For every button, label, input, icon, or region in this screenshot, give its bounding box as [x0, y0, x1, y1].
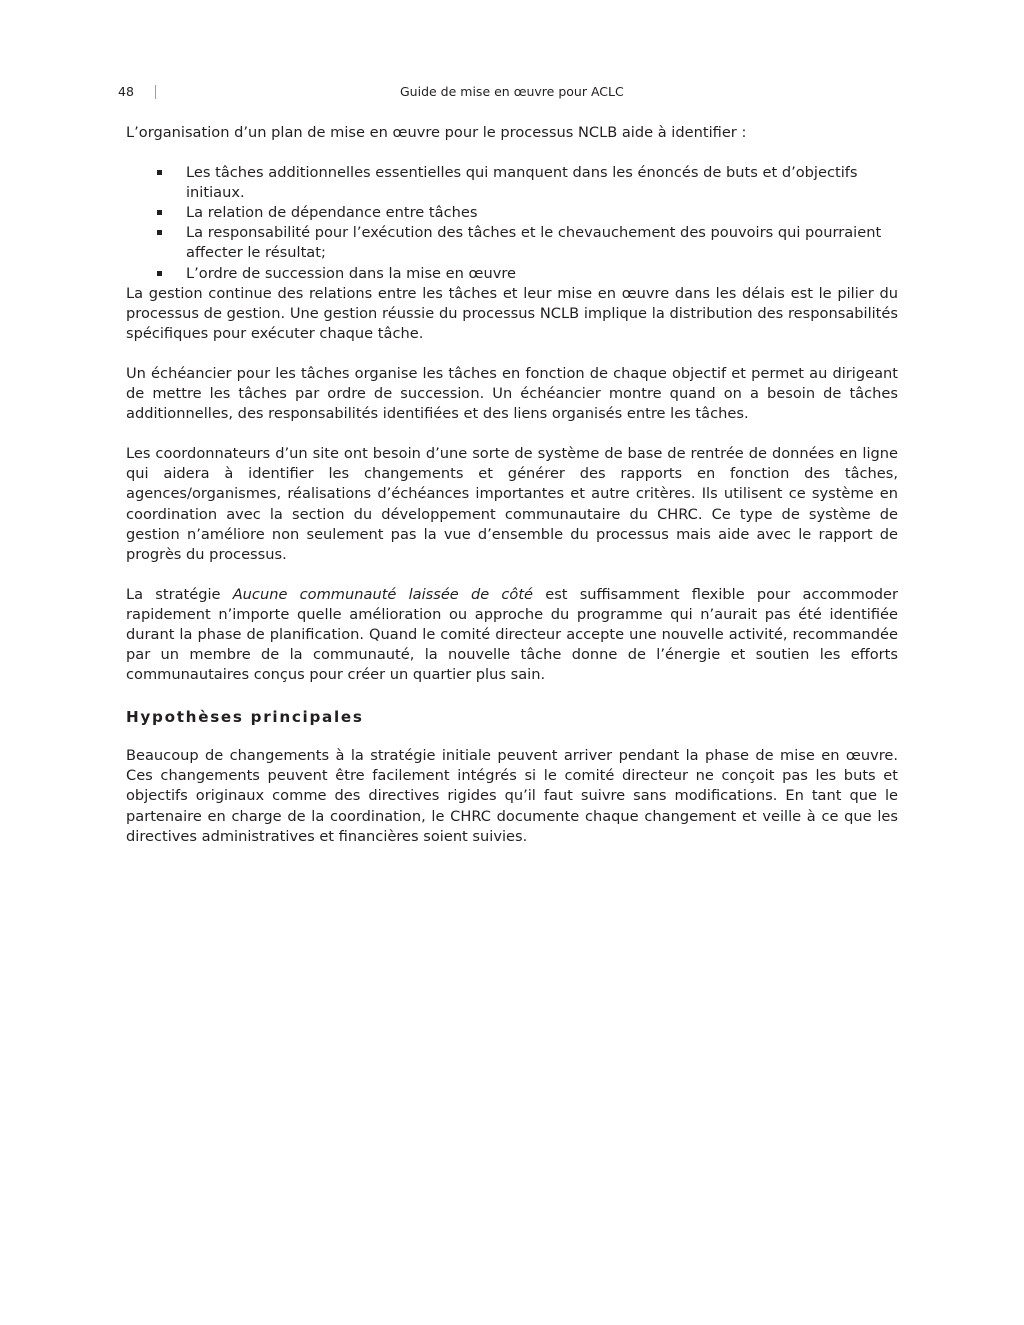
bullet-list: [126, 163, 898, 284]
running-header: [0, 84, 1024, 102]
bullet-item: L’ordre de succession dans la mise en œuvre: [126, 264, 898, 284]
bullet-item: La relation de dépendance entre tâches: [126, 203, 898, 223]
header-separator: [155, 85, 156, 99]
page-number: 48: [118, 84, 134, 99]
body-paragraph-strategy: [126, 585, 898, 685]
strategy-text-before: La stratégie: [126, 585, 233, 603]
body-paragraph-coordinators: Les coordonnateurs d’un site ont besoin d’une sorte de système de base de rentrée de données en ligne qui aidera à identifier les changements et générer des rapports en fonction des tâches, agences/organismes, réalisations d’échéances importantes et autre critères. Ils utilisent ce système en coordination avec la section du développement communautaire du CHRC. Ce type de système de gestion n’améliore non seulement pas la vue d’ensemble du processus mais aide avec le rapport de progrès du processus.: [126, 445, 898, 563]
section-heading: Hypothèses principales: [126, 708, 364, 727]
strategy-name-italic: Aucune communauté laissée de côté: [232, 585, 534, 603]
intro-paragraph: L’organisation d’un plan de mise en œuvre pour le processus NCLB aide à identifier :: [126, 124, 747, 141]
body-content: [126, 123, 898, 847]
section-paragraph: Beaucoup de changements à la stratégie initiale peuvent arriver pendant la phase de mise en œuvre. Ces changements peuvent être facilement intégrés si le comité directeur ne conçoit pas les buts et objectifs originaux comme des directives rigides qu’il faut suivre sans modifications. En tant que le partenaire en charge de la coordination, le CHRC documente chaque changement et veille à ce que les directives administratives et financières soient suivies.: [126, 747, 898, 845]
body-paragraph-management: La gestion continue des relations entre les tâches et leur mise en œuvre dans les délais est le pilier du processus de gestion. Une gestion réussie du processus NCLB implique la distribution des responsabilités spécifiques pour exécuter chaque tâche.: [126, 284, 898, 342]
bullet-item: La responsabilité pour l’exécution des tâches et le chevauchement des pouvoirs qui pourraient affecter le résultat;: [126, 223, 898, 263]
strategy-text-after: est suffisamment flexible pour accommoder rapidement n’importe quelle amélioration ou approche du programme qui n’aurait pas été identifiée durant la phase de planification. Quand le comité directeur accepte une nouvelle activité, recommandée par un membre de la communauté, la nouvelle tâche donne de l’énergie et soutien les efforts communautaires conçus pour créer un quartier plus sain.: [126, 585, 898, 684]
body-paragraph-schedule: Un échéancier pour les tâches organise les tâches en fonction de chaque objectif et permet au dirigeant de mettre les tâches par ordre de succession. Un échéancier montre quand on a besoin de tâches additionnelles, des responsabilités identifiées et des liens organisés entre les tâches.: [126, 364, 898, 423]
document-title: Guide de mise en œuvre pour ACLC: [400, 84, 624, 99]
bullet-item: Les tâches additionnelles essentielles qui manquent dans les énoncés de buts et d’objectifs initiaux.: [126, 163, 898, 203]
